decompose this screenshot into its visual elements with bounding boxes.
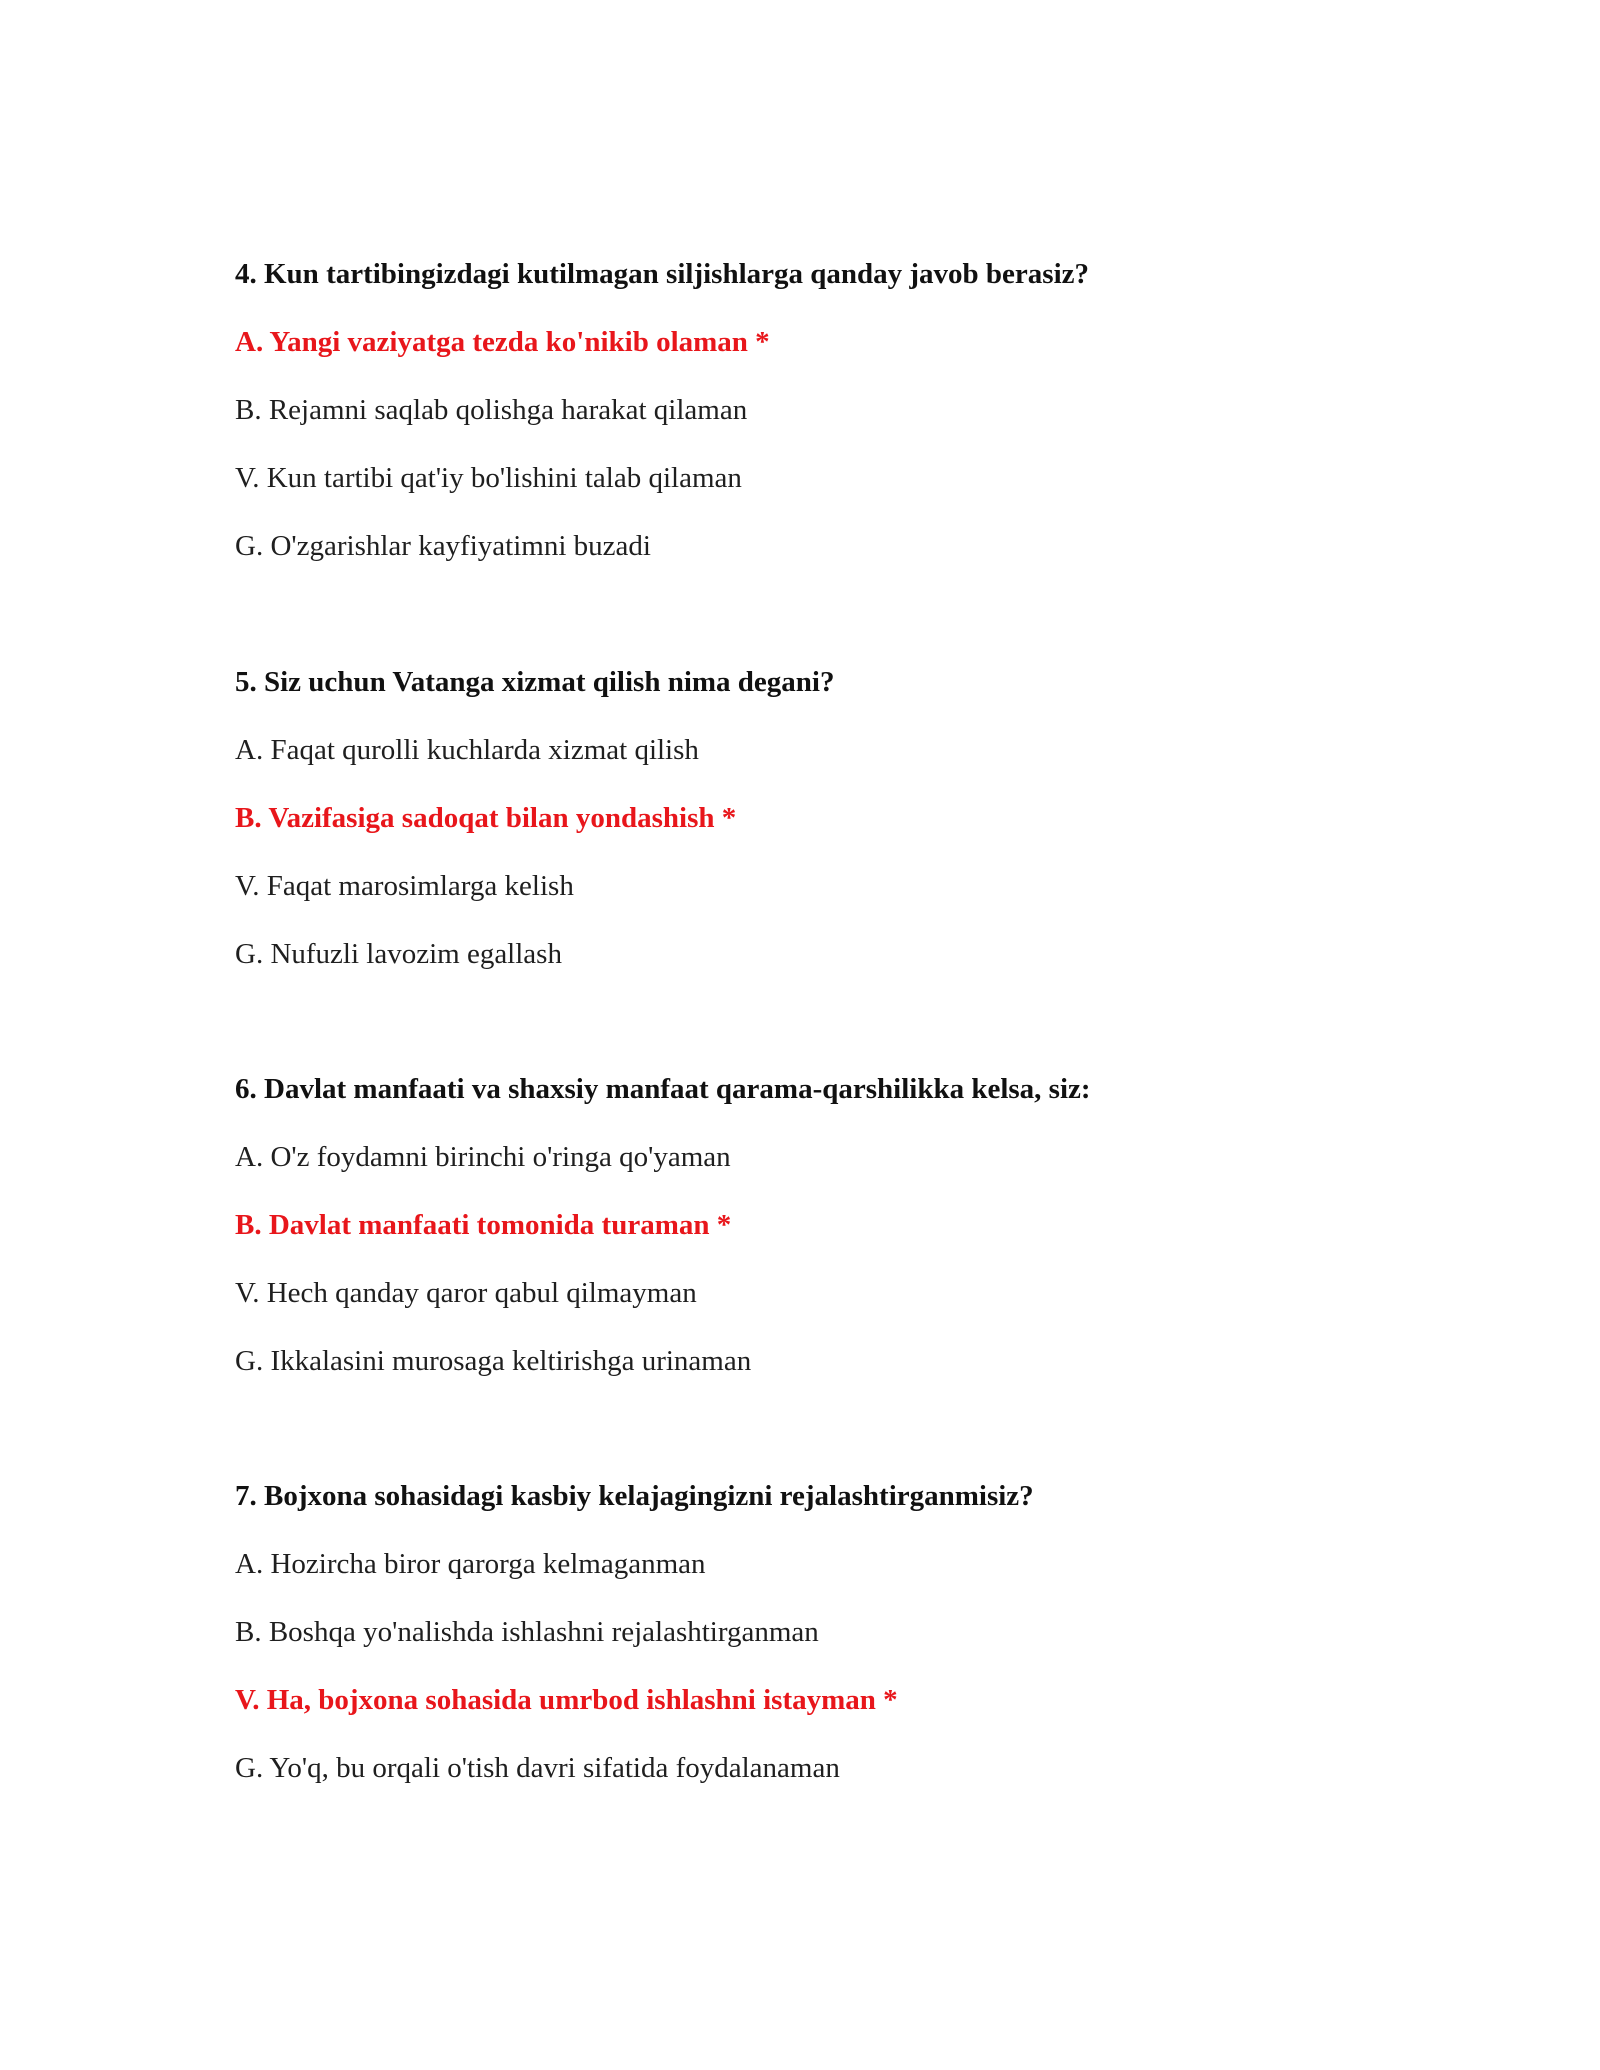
correct-answer-option: V. Ha, bojxona sohasida umrbod ishlashni istayman *	[235, 1684, 898, 1716]
answer-option: V. Faqat marosimlarga kelish	[235, 870, 574, 902]
answer-option: G. Yo'q, bu orqali o'tish davri sifatida foydalanaman	[235, 1752, 840, 1784]
answer-option: B. Boshqa yo'nalishda ishlashni rejalashtirganman	[235, 1616, 819, 1648]
answer-option: B. Rejamni saqlab qolishga harakat qilaman	[235, 394, 748, 426]
answer-option: V. Hech qanday qaror qabul qilmayman	[235, 1277, 697, 1309]
question-text: 5. Siz uchun Vatanga xizmat qilish nima degani?	[235, 666, 835, 698]
correct-answer-option: A. Yangi vaziyatga tezda ko'nikib olaman *	[235, 326, 770, 358]
correct-answer-option: B. Vazifasiga sadoqat bilan yondashish *	[235, 802, 737, 834]
answer-option: G. Ikkalasini murosaga keltirishga urinaman	[235, 1345, 752, 1377]
question-text: 4. Kun tartibingizdagi kutilmagan siljishlarga qanday javob berasiz?	[235, 258, 1090, 290]
answer-option: A. Faqat qurolli kuchlarda xizmat qilish	[235, 734, 699, 766]
answer-option: A. Hozircha biror qarorga kelmaganman	[235, 1548, 706, 1580]
question-text: 7. Bojxona sohasidagi kasbiy kelajagingizni rejalashtirganmisiz?	[235, 1480, 1034, 1512]
answer-option: G. O'zgarishlar kayfiyatimni buzadi	[235, 530, 651, 562]
answer-option: V. Kun tartibi qat'iy bo'lishini talab qilaman	[235, 462, 742, 494]
answer-option: G. Nufuzli lavozim egallash	[235, 938, 562, 970]
question-text: 6. Davlat manfaati va shaxsiy manfaat qarama-qarshilikka kelsa, siz:	[235, 1073, 1091, 1105]
answer-option: A. O'z foydamni birinchi o'ringa qo'yaman	[235, 1141, 731, 1173]
correct-answer-option: B. Davlat manfaati tomonida turaman *	[235, 1209, 732, 1241]
